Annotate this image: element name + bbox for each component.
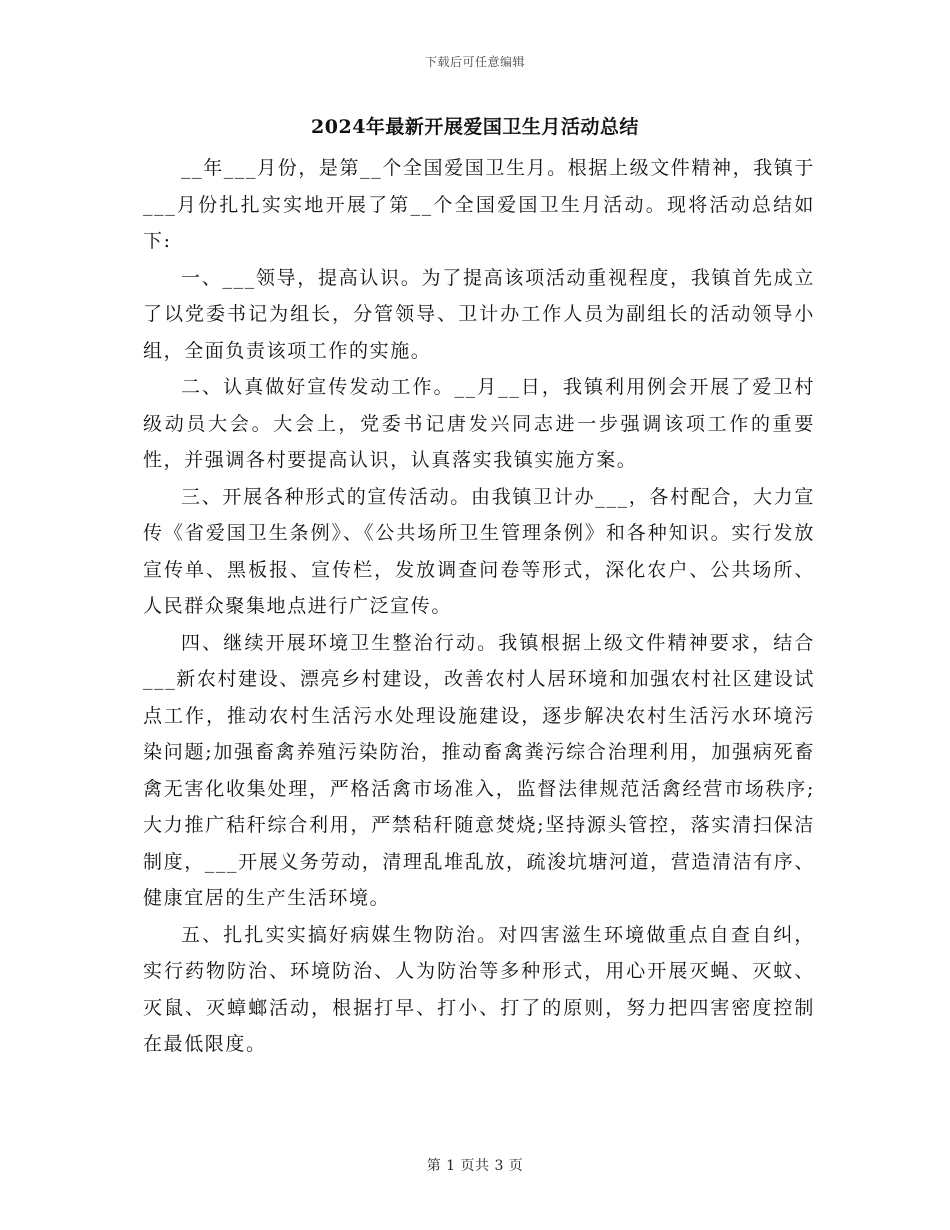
header-note: 下载后可任意编辑 [424, 55, 525, 69]
paragraph-section-4: 四、继续开展环境卫生整治行动。我镇根据上级文件精神要求，结合___新农村建设、漂亮乡村建设，改善农村人居环境和加强农村社区建设试点工作，推动农村生活污水处理设施建设，逐步解决农村生活污水环境污染问题;加强畜禽养殖污染防治，推动畜禽粪污综合治理利用，加强病死畜禽无害化收集处理，严格活禽市场准入，监督法律规范活禽经营市场秩序;大力推广秸秆综合利用，严禁秸秆随意焚烧;坚持源头管控，落实清扫保洁制度，___开展义务劳动，清理乱堆乱放，疏浚坑塘河道，营造清洁有序、健康宜居的生产生活环境。 [143, 631, 815, 909]
page-number: 第 1 页共 3 页 [426, 1158, 524, 1174]
paragraph-section-2: 二、认真做好宣传发动工作。__月__日，我镇利用例会开展了爱卫村级动员大会。大会上，党委书记唐发兴同志进一步强调该项工作的重要性，并强调各村要提高认识，认真落实我镇实施方案。 [143, 376, 815, 471]
paragraph-intro: __年___月份，是第__个全国爱国卫生月。根据上级文件精神，我镇于___月份扎扎实实地开展了第__个全国爱国卫生月活动。现将活动总结如下: [143, 157, 815, 252]
document-body [143, 150, 815, 1063]
paragraph-section-3: 三、开展各种形式的宣传活动。由我镇卫计办___，各村配合，大力宣传《省爱国卫生条例》、《公共场所卫生管理条例》和各种知识。实行发放宣传单、黑板报、宣传栏，发放调查问卷等形式，深化农户、公共场所、人民群众聚集地点进行广泛宣传。 [143, 485, 815, 617]
paragraph-section-1: 一、___领导，提高认识。为了提高该项活动重视程度，我镇首先成立了以党委书记为组长，分管领导、卫计办工作人员为副组长的活动领导小组，全面负责该项工作的实施。 [143, 266, 815, 362]
paragraph-section-5: 五、扎扎实实搞好病媒生物防治。对四害滋生环境做重点自查自纠，实行药物防治、环境防治、人为防治等多种形式，用心开展灭蝇、灭蚊、灭鼠、灭蟑螂活动，根据打早、打小、打了的原则，努力把四害密度控制在最低限度。 [143, 923, 815, 1055]
document-title: 2024年最新开展爱国卫生月活动总结 [311, 116, 639, 138]
